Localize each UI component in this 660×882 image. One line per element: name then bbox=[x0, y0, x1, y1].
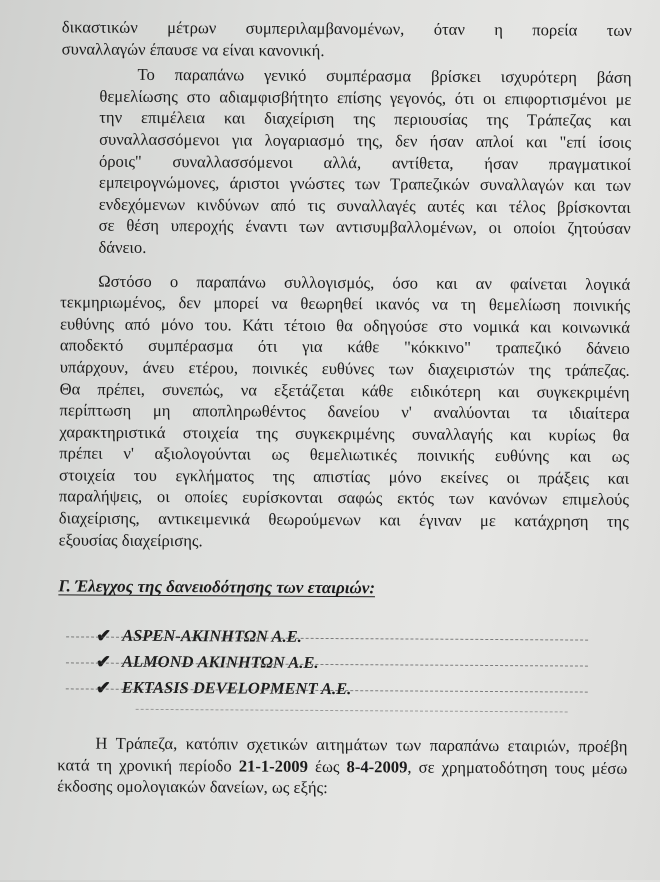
paragraph-3-line: χαρακτηριστικά στοιχεία της συγκεκριμένης συναλλαγής και κυρίως θα bbox=[59, 422, 630, 445]
check-icon: ✔ bbox=[95, 677, 111, 698]
paragraph-4 bbox=[57, 733, 627, 801]
section-heading: Γ. Έλεγχος της δανειοδότησης των εταιριών: bbox=[58, 576, 376, 598]
paragraph-3-line: Ωστόσο ο παραπάνω συλλογισμός, όσο και αν φαίνεται λογικά bbox=[98, 271, 631, 294]
paragraph-3-line: υπάρχουν, άνευ ετέρου, ποινικές ευθύνες των διαχειριστών της τράπεζας. bbox=[59, 357, 630, 380]
paragraph-3-line: ευθύνης από μόνο του. Κάτι τέτοιο θα οδηγούσε στο νομικά και κοινωνικά bbox=[59, 314, 631, 337]
paragraph-2-line: θεμελίωσης στο αδιαμφισβήτητο επίσης γεγονός, ότι οι επιφορτισμένοι με bbox=[99, 86, 632, 109]
paragraph-3-line: στοιχεία του εγκλήματος της απιστίας μόνο εκείνες οι πράξεις και bbox=[59, 465, 630, 488]
paragraph-2-line: συναλλασσόμενοι για λογαριασμό της, δεν ήσαν απλοί και "επί ίσοις bbox=[99, 129, 632, 152]
paragraph-4-text: προέβη κατά τη χρονική περίοδο bbox=[57, 736, 628, 776]
paragraph-2-line: δάνειο. bbox=[98, 237, 147, 257]
paragraph-3-line: περίπτωση μη αποπληρωθέντος δανείου ν' αναλύονται τα ιδιαίτερα bbox=[59, 400, 630, 423]
company-item bbox=[96, 675, 628, 704]
paragraph-4-line: χρηματοδότηση τους μέσω έκδοσης ομολογιακών δανείων, ως εξής: bbox=[57, 757, 628, 798]
check-icon: ✔ bbox=[95, 651, 112, 672]
company-item bbox=[96, 623, 628, 652]
paragraph-4-text: έως bbox=[307, 756, 347, 776]
paragraph-1-line: συναλλαγών έπαυσε να είναι κανονική. bbox=[61, 38, 325, 60]
paragraph-3 bbox=[59, 270, 631, 554]
paragraph-2-line: Το παραπάνω γενικό συμπέρασμα βρίσκει ισχυρότερη βάση bbox=[137, 65, 632, 88]
paragraph-2-line: εμπειρογνώμονες, άριστοι γνώστες των Τραπεζικών συναλλαγών και των bbox=[98, 172, 631, 195]
date-from: 21-1-2009 bbox=[238, 756, 308, 776]
paragraph-3-line: πρέπει ν' αξιολογούνται ως θεμελιωτικές ποινικής ευθύνης και ως bbox=[59, 443, 630, 467]
paragraph-4-text: , σε bbox=[407, 757, 435, 777]
paragraph-2-line: όροις" συναλλασσόμενοι αλλά, αντίθετα, ήσαν πραγματικοί bbox=[98, 151, 632, 174]
paragraph-3-line: Θα πρέπει, συνεπώς, να εξετάζεται κάθε ειδικότερη και συγκεκριμένη bbox=[59, 378, 630, 402]
date-to: 8-4-2009 bbox=[346, 756, 408, 777]
paragraph-2-line: σε θέση υπεροχής έναντι των αντισυμβαλλομένων, οι οποίοι ζητούσαν bbox=[98, 215, 631, 239]
check-icon: ✔ bbox=[96, 625, 112, 646]
paragraph-2-line: ενδεχόμενων κινδύνων από τις συναλλαγές αυτές και τέλος βρίσκονται bbox=[98, 194, 631, 217]
paragraph-2 bbox=[60, 64, 631, 262]
paragraph-3-line: τεκμηριωμένος, δεν μπορεί να θεωρηθεί ικανός να τη θεμελίωση ποινικής bbox=[60, 292, 631, 315]
paragraph-2-line: την επιμέλεια και διαχείριση της περιουσίας της Τράπεζας και bbox=[99, 107, 632, 131]
paragraph-1-line: δικαστικών μέτρων συμπεριλαμβανομένων, όταν η πορεία των bbox=[61, 17, 632, 40]
paragraph-3-line: εξουσίας διαχείρισης. bbox=[58, 530, 203, 550]
company-list bbox=[58, 623, 629, 726]
company-name: ASPEN-ΑΚΙΝΗΤΩΝ Α.Ε. bbox=[122, 625, 302, 647]
company-name: EKTASIS DEVELOPMENT A.E. bbox=[121, 677, 352, 699]
paragraph-4-line: Η Τράπεζα, κατόπιν σχετικών αιτημάτων των παραπάνω εταιριών, bbox=[95, 733, 570, 756]
company-name: ALMOND ΑΚΙΝΗΤΩΝ Α.Ε. bbox=[121, 651, 319, 673]
paragraph-3-line: αποδεκτό συμπέρασμα ότι για κάθε "κόκκινο" τραπεζικό δάνειο bbox=[59, 335, 630, 359]
paragraph-3-line: παραλήψεις, οι οποίες ευρίσκονται σαφώς εκτός των κανόνων επιμελούς bbox=[58, 486, 630, 510]
company-item bbox=[96, 649, 628, 678]
pen-strike-mark bbox=[96, 701, 628, 726]
paragraph-3-line: διαχείρισης, αντικειμενικά θεωρούμενων και έγιναν με κατάχρηση της bbox=[58, 508, 629, 531]
paragraph-1 bbox=[62, 0, 632, 63]
